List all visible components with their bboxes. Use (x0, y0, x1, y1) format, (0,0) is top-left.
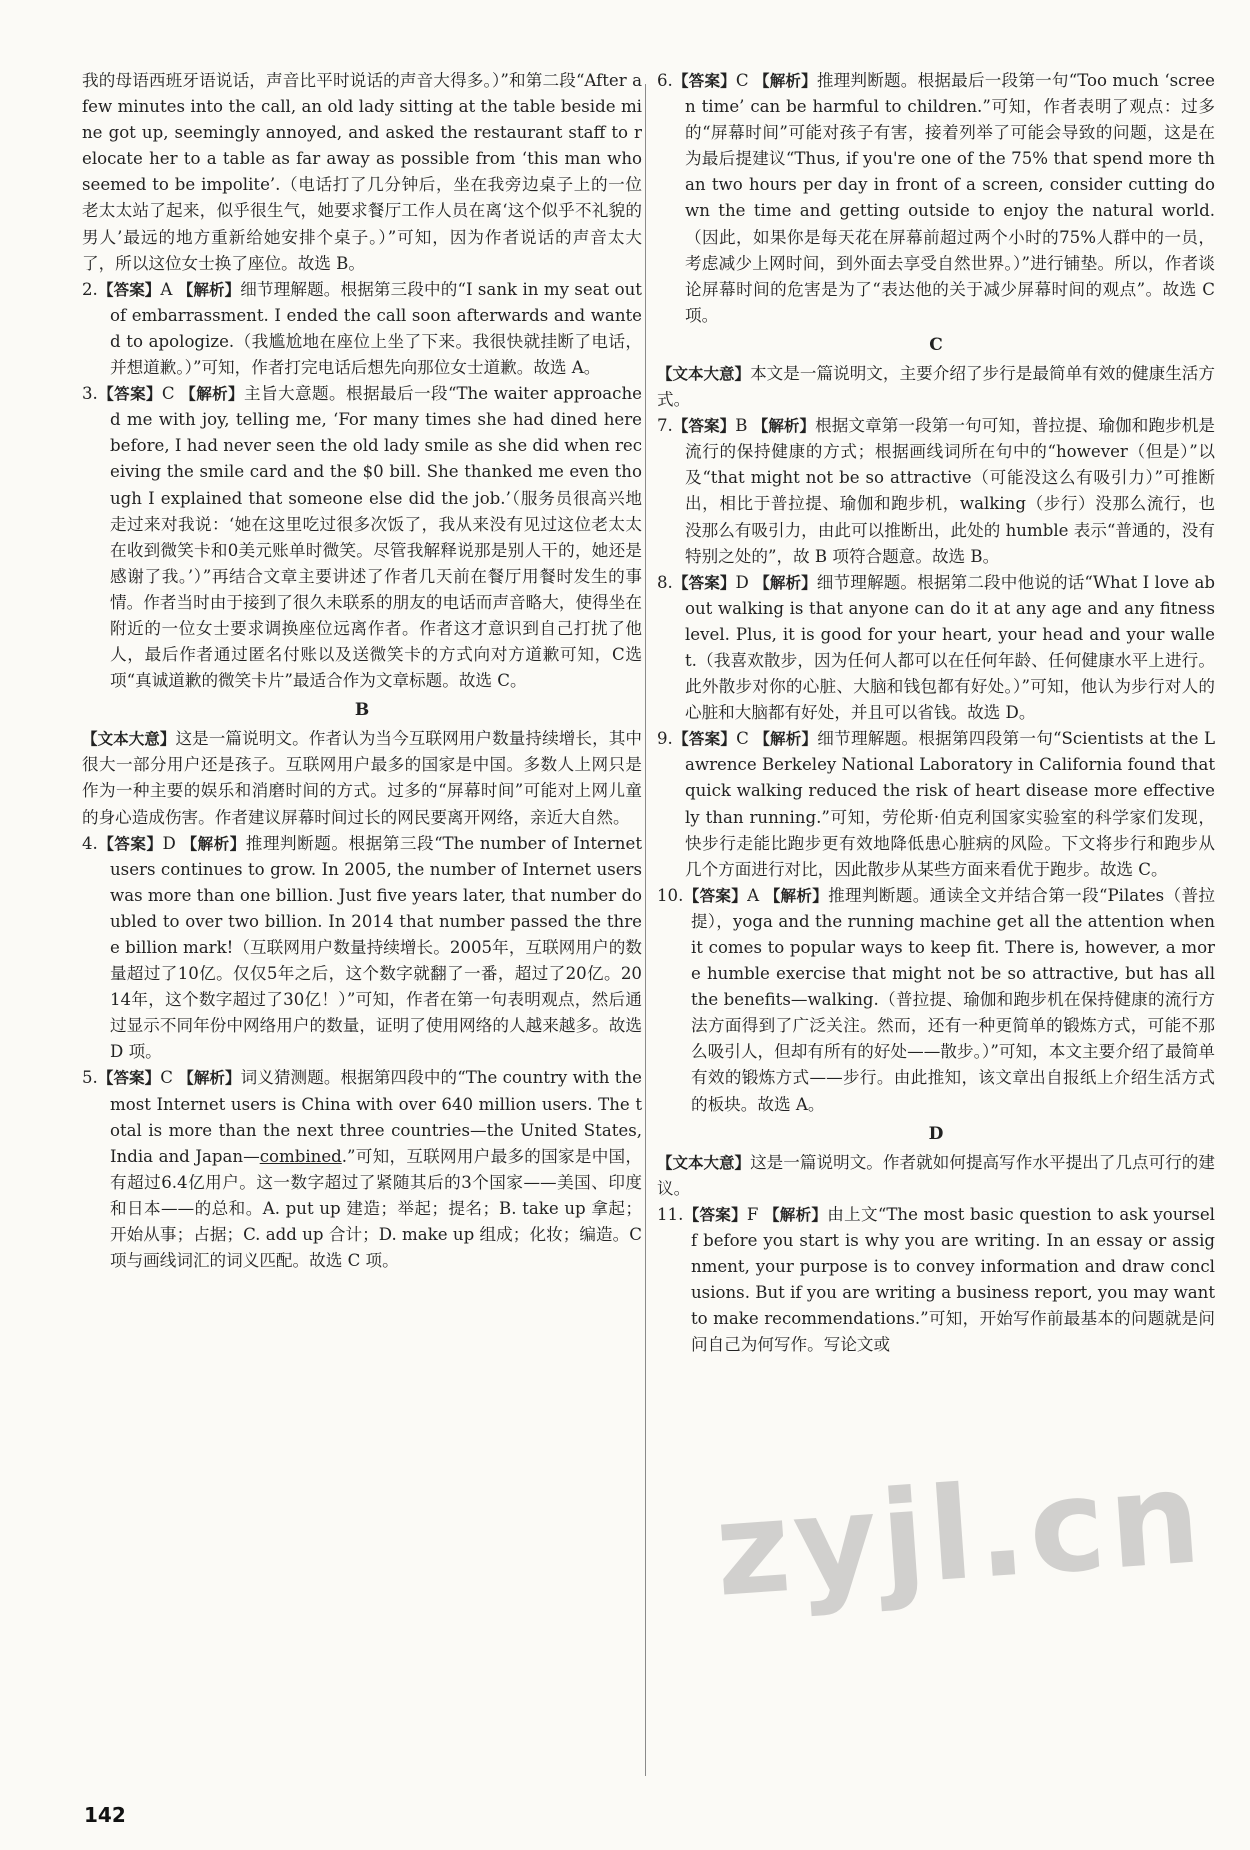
summary-text: 这是一篇说明文。作者就如何提高写作水平提出了几点可行的建议。 (657, 1152, 1215, 1198)
q1-explanation-continued: 我的母语西班牙语说话，声音比平时说话的声音大得多。）”和第二段“After a few minutes into the call, an old lady sitting at the table beside mine got up, seemingly annoyed, and asked the restaurant staff to relocate her to a table as far away as possible from ‘this man who seemed to be impolite’.（电话打了几分钟后，坐在我旁边桌子上的一位老太太站了起来，似乎很生气，她要求餐厅工作人员在离‘这个似乎不礼貌的男人’最远的地方重新给她安排个桌子。）”可知，因为作者说话的声音太大了，所以这位女士换了座位。故选 B。 (82, 71, 642, 273)
answer-letter: D (162, 833, 176, 853)
answer-tag: 【答案】 (672, 730, 737, 749)
column-divider (645, 84, 646, 1776)
answer-tag: 【答案】 (97, 834, 163, 853)
question-number: 5. (82, 1068, 98, 1088)
question-6-answer (657, 68, 1215, 329)
question-number: 3. (82, 384, 98, 404)
analysis-tag: 【解析】 (177, 280, 241, 299)
summary-tag: 【文本大意】 (657, 364, 751, 383)
question-number: 2. (82, 279, 98, 299)
analysis-tag: 【解析】 (754, 573, 817, 592)
left-column (82, 68, 642, 1274)
analysis-text: 细节理解题。根据第四段第一句“Scientists at the Lawrence Berkeley National Laboratory in California found that quick walking reduced the risk of heart disease more effectively than running.”可知，劳伦斯·伯克利国家实验室的科学家们发现，快步行走能比跑步更有效地降低患心脏病的风险。下文将步行和跑步从几个方面进行对比，因此散步从某些方面来看优于跑步。故选 C。 (685, 729, 1215, 879)
question-number: 10. (657, 885, 684, 905)
analysis-text: 细节理解题。根据第二段中他说的话“What I love about walking is that anyone can do it at any age and any fitness level. Plus, it is good for your heart, your head and your wallet.（我喜欢散步，因为任何人都可以在任何年龄、任何健康水平上进行。此外散步对你的心脏、大脑和钱包都有好处。）”可知，他认为步行对人的心脏和大脑都有好处，并且可以省钱。故选 D。 (685, 572, 1215, 723)
question-number: 8. (657, 572, 673, 592)
analysis-text-part-2: .”可知，互联网用户最多的国家是中国，有超过6.4亿用户。这一数字超过了紧随其后的3个国家——美国、印度和日本——的总和。A. put up 建造；举起；提名；B. take up 拿起；开始从事；占据；C. add up 合计；D. make up 组成；化妆；编造。C项与画线词汇的词义匹配。故选 C 项。 (110, 1146, 642, 1271)
question-3-answer (82, 381, 642, 694)
text-summary-c (657, 361, 1215, 413)
question-7-answer (657, 413, 1215, 570)
summary-tag: 【文本大意】 (82, 730, 176, 749)
answer-tag: 【答案】 (672, 573, 736, 592)
answer-letter: B (735, 416, 748, 436)
question-number: 6. (657, 71, 673, 90)
answer-tag: 【答案】 (683, 1205, 747, 1224)
answer-tag: 【答案】 (97, 385, 162, 404)
answer-tag: 【答案】 (97, 1069, 161, 1088)
analysis-tag: 【解析】 (180, 385, 244, 404)
watermark: zyjl.cn (710, 1443, 1209, 1626)
question-number: 4. (82, 833, 98, 853)
question-5-answer (82, 1065, 642, 1274)
answer-letter: C (160, 1068, 173, 1088)
section-heading-b: B (354, 700, 370, 721)
analysis-text: 由上文“The most basic question to ask yourself before you start is why you are writing. In an essay or assignment, your purpose is to convey information and draw conclusions. But if you are writing a business report, you may want to make recommendations.”可知，开始写作前最基本的问题就是问问自己为何写作。写论文或 (691, 1204, 1215, 1355)
analysis-text: 推理判断题。根据第三段“The number of Internet users continues to grow. In 2005, the number of Internet users was more than one billion. Just five years later, that number doubled to over two billion. In 2014 that number passed the three billion mark!（互联网用户数量持续增长。2005年，互联网用户的数量超过了10亿。仅仅5年之后，这个数字就翻了一番，超过了20亿。2014年，这个数字超过了30亿！）”可知，作者在第一句表明观点，然后通过显示不同年份中网络用户的数量，证明了使用网络的人越来越多。故选 D 项。 (110, 833, 642, 1062)
text-summary-b (82, 726, 642, 830)
question-10-answer (657, 883, 1215, 1118)
analysis-tag: 【解析】 (764, 886, 829, 905)
analysis-text: 推理判断题。根据最后一段第一句“Too much ‘screen time’ can be harmful to children.”可知，作者表明了观点：过多的“屏幕时间”可能对孩子有害，接着列举了可能会导致的问题，这是在为最后提建议“Thus, if you're one of the 75% that spend more than two hours per day in front of a screen, consider cutting down the time and getting outside to enjoy the natural world.（因此，如果你是每天花在屏幕前超过两个小时的75%人群中的一员，考虑减少上网时间，到外面去享受自然世界。）”进行铺垫。所以，作者谈论屏幕时间的危害是为了“表达他的关于减少屏幕时间的观点”。故选 C 项。 (685, 71, 1215, 325)
summary-text: 本文是一篇说明文，主要介绍了步行是最简单有效的健康生活方式。 (657, 363, 1215, 410)
question-2-answer (82, 277, 642, 381)
text-summary-d (657, 1150, 1215, 1202)
right-column (657, 68, 1215, 1358)
analysis-text: 主旨大意题。根据最后一段“The waiter approached me with joy, telling me, ‘For many times she had dined here before, I had never seen the old lady smile as she did when receiving the smile card and the $0 bill. She thanked me even though I explained that someone else did the job.’（服务员很高兴地走过来对我说：‘她在这里吃过很多次饭了，我从来没有见过这位老太太在收到微笑卡和0美元账单时微笑。尽管我解释说那是别人干的，她还是感谢了我。’）”再结合文章主要讲述了作者几天前在餐厅用餐时发生的事情。作者当时由于接到了很久未联系的朋友的电话而声音略大，使得坐在附近的一位女士要求调换座位远离作者。作者这才意识到自己打扰了他人，最后作者通过匿名付账以及送微笑卡的方式向对方道歉可知，C选项“真诚道歉的微笑卡片”最适合作为文章标题。故选 C。 (110, 384, 642, 691)
question-number: 7. (657, 416, 673, 436)
answer-letter: C (735, 71, 749, 90)
analysis-text: 细节理解题。根据第三段中的“I sank in my seat out of embarrassment. I ended the call soon afterwards and wanted to apologize.（我尴尬地在座位上坐了下来。我很快就挂断了电话，并想道歉。）”可知，作者打完电话后想先向那位女士道歉。故选 A。 (110, 279, 642, 378)
answer-letter: D (735, 572, 749, 592)
answer-tag: 【答案】 (672, 417, 736, 436)
analysis-tag: 【解析】 (181, 834, 246, 853)
section-heading-c: C (929, 334, 943, 355)
summary-tag: 【文本大意】 (657, 1153, 751, 1172)
analysis-tag: 【解析】 (764, 1205, 828, 1224)
page-number: 142 (84, 1803, 126, 1827)
answer-tag: 【答案】 (683, 886, 748, 905)
answer-tag: 【答案】 (672, 72, 736, 90)
answer-letter: F (746, 1204, 759, 1224)
question-number: 9. (657, 729, 673, 749)
question-9-answer (657, 726, 1215, 883)
analysis-text: 根据文章第一段第一句可知，普拉提、瑜伽和跑步机是流行的保持健康的方式；根据画线词所在句中的“however（但是）”以及“that might not be so attractive（可能没这么有吸引力）”可推断出，相比于普拉提、瑜伽和跑步机，walking（步行）没那么流行，也没那么有吸引力，由此可以推断出，此处的 humble 表示“普通的，没有特别之处的”，故 B 项符合题意。故选 B。 (685, 416, 1215, 566)
question-8-answer (657, 570, 1215, 727)
analysis-tag: 【解析】 (754, 72, 817, 90)
analysis-text: 推理判断题。通读全文并结合第一段“Pilates（普拉提），yoga and the running machine get all the attention when it comes to popular ways to keep fit. There is, however, a more humble exercise that might not be so attractive, but has all the benefits—walking.（普拉提、瑜伽和跑步机在保持健康的流行方法方面得到了广泛关注。然而，还有一种更简单的锻炼方式，可能不那么吸引人，但却有所有的好处——散步。）”可知，本文主要介绍了最简单有效的锻炼方式——步行。由此推知，该文章出自报纸上介绍生活方式的板块。故选 A。 (691, 885, 1215, 1114)
analysis-text-part-1: 词义猜测题。根据第四段中的“The country with the most Internet users is China with over 640 million users. The total is more than the next three countries—the United States, India and Japan— (110, 1068, 642, 1166)
question-number: 11. (657, 1204, 684, 1224)
summary-text: 这是一篇说明文。作者认为当今互联网用户数量持续增长，其中很大一部分用户还是孩子。互联网用户最多的国家是中国。多数人上网只是作为一种主要的娱乐和消磨时间的方式。过多的“屏幕时间”可能对上网儿童的身心造成伤害。作者建议屏幕时间过长的网民要离开网络，亲近大自然。 (82, 729, 642, 827)
section-heading-d: D (928, 1123, 944, 1144)
answer-letter: C (736, 729, 749, 749)
answer-letter: A (160, 279, 173, 299)
analysis-tag: 【解析】 (754, 730, 818, 749)
underlined-word: combined (259, 1146, 342, 1166)
question-4-answer (82, 831, 642, 1066)
answer-letter: C (161, 384, 175, 404)
answer-letter: A (747, 885, 760, 905)
answer-tag: 【答案】 (97, 280, 161, 299)
analysis-tag: 【解析】 (178, 1069, 241, 1088)
question-11-answer (657, 1202, 1215, 1359)
analysis-tag: 【解析】 (752, 417, 816, 436)
